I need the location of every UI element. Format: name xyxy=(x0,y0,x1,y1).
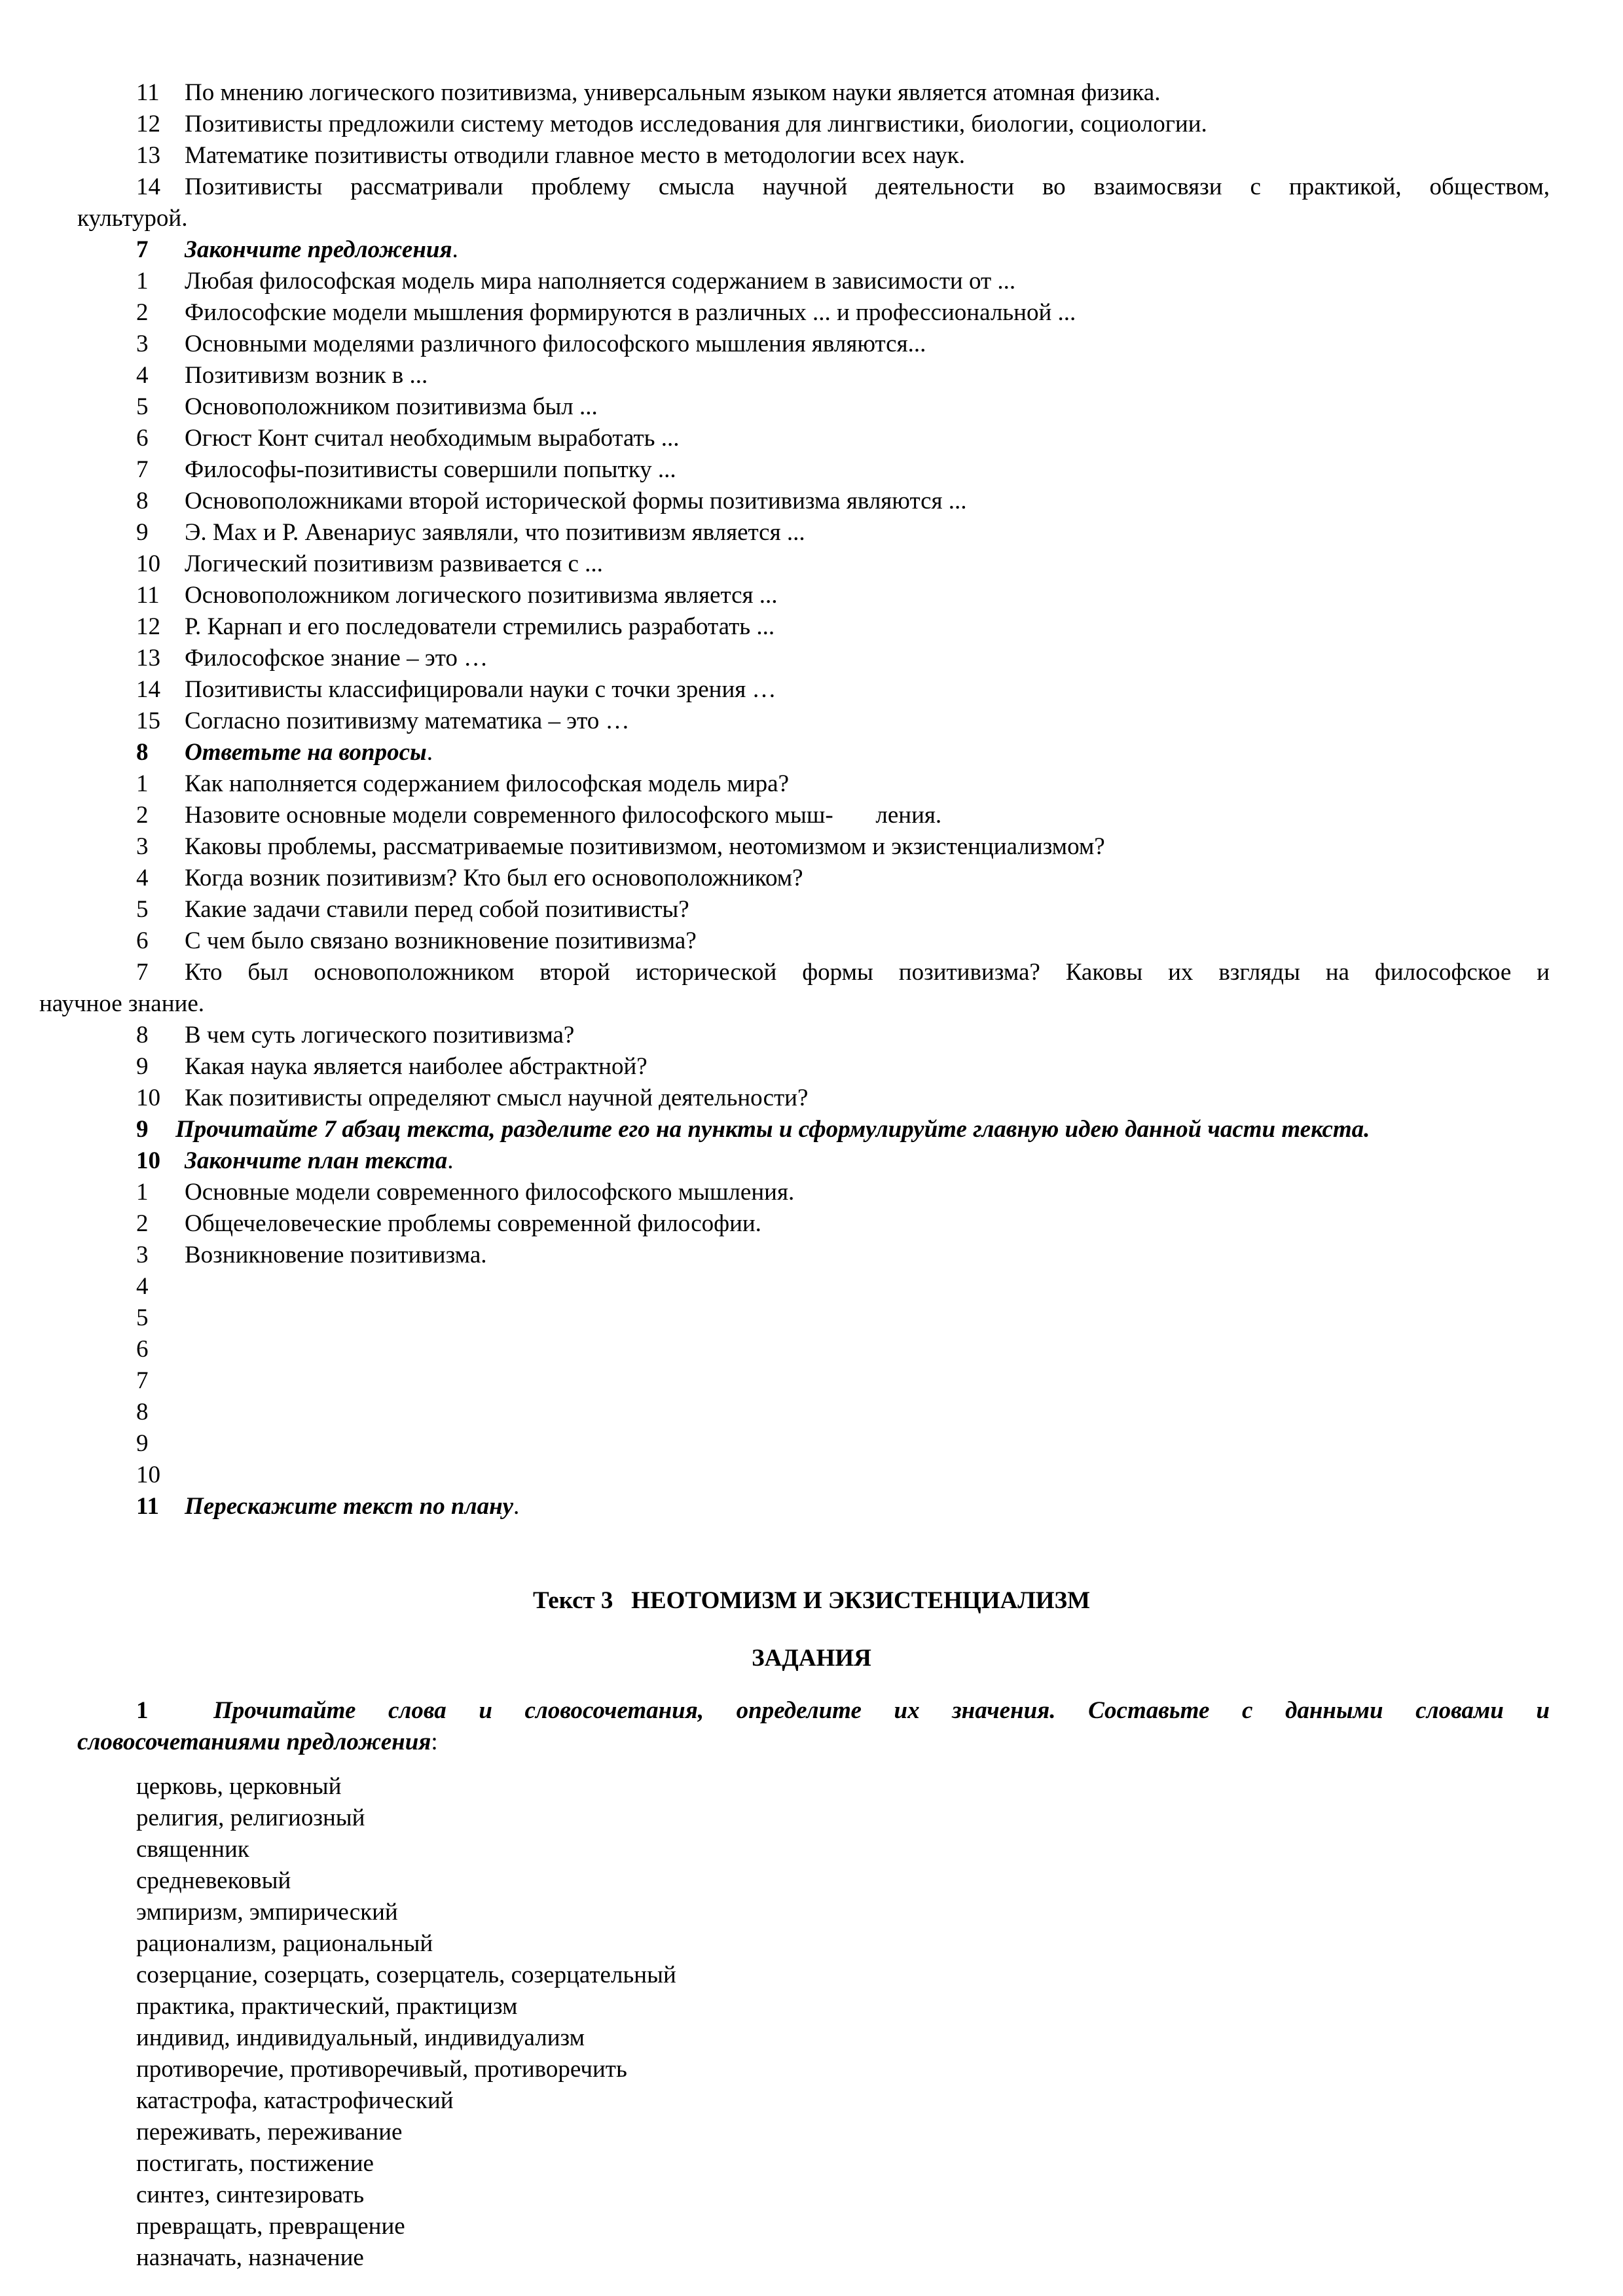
item-number: 12 xyxy=(136,613,160,640)
item-text: Назовите основные модели современного философского мыш- ления. xyxy=(185,802,942,829)
item-text: Философские модели мышления формируются в различных ... и профессиональной ... xyxy=(185,299,1076,326)
item-number: 15 xyxy=(136,708,160,734)
word-entry: рационализм, рациональный xyxy=(136,1930,433,1957)
word-entry: постигать, постижение xyxy=(136,2150,374,2177)
item-text: Возникновение позитивизма. xyxy=(185,1242,487,1268)
list-item xyxy=(0,706,1623,737)
section-subtitle-text: ЗАДАНИЯ xyxy=(752,1645,871,1672)
list-item xyxy=(0,2022,1623,2054)
item-text: Позитивисты предложили систему методов исследования для лингвистики, биологии, социологии. xyxy=(185,111,1207,137)
item-number: 5 xyxy=(136,1304,149,1331)
word-entry: катастрофа, катастрофический xyxy=(136,2087,454,2114)
section-subtitle xyxy=(0,1643,1623,1674)
word-entry: противоречие, противоречивый, противоречить xyxy=(136,2056,627,2083)
item-text: Р. Карнап и его последователи стремились разработать ... xyxy=(185,613,775,640)
task-number: 1 xyxy=(136,1697,149,1724)
word-entry: средневековый xyxy=(136,1867,291,1894)
document-content xyxy=(0,77,1623,2274)
list-item xyxy=(0,768,1623,800)
item-text: Основоположником логического позитивизма является ... xyxy=(185,582,778,609)
list-item xyxy=(0,517,1623,548)
item-text: Каковы проблемы, рассматриваемые позитивизмом, неотомизмом и экзистенциализмом? xyxy=(185,833,1105,860)
item-number: 9 xyxy=(136,1053,149,1080)
list-item xyxy=(0,171,1623,203)
section-title xyxy=(0,1585,1623,1617)
list-item xyxy=(0,454,1623,486)
item-number: 11 xyxy=(136,582,160,609)
word-entry: превращать, превращение xyxy=(136,2213,405,2240)
item-text: Как позитивисты определяют смысл научной деятельности? xyxy=(185,1085,809,1111)
list-item xyxy=(0,1460,1623,1491)
task-heading xyxy=(0,1145,1623,1177)
word-entry: практика, практический, практицизм xyxy=(136,1993,518,2020)
item-text: Какие задачи ставили перед собой позитивисты? xyxy=(185,896,689,923)
item-number: 6 xyxy=(136,927,149,954)
task-heading xyxy=(0,1491,1623,1522)
item-text-continuation: научное знание. xyxy=(39,990,204,1017)
item-text: С чем было связано возникновение позитивизма? xyxy=(185,927,697,954)
list-item xyxy=(0,611,1623,643)
word-entry: созерцание, созерцать, созерцатель, созерцательный xyxy=(136,1962,676,1988)
list-item xyxy=(0,1928,1623,1960)
task-number: 11 xyxy=(136,1493,159,1520)
task-label: Прочитайте 7 абзац текста, разделите его на пункты и сформулируйте главную идею данной части текста. xyxy=(175,1116,1370,1143)
item-number: 5 xyxy=(136,896,149,923)
list-item xyxy=(0,1865,1623,1897)
item-number: 6 xyxy=(136,1336,149,1363)
list-item-continuation xyxy=(0,203,1623,234)
list-item xyxy=(0,957,1623,988)
list-item xyxy=(0,391,1623,423)
item-text: Общечеловеческие проблемы современной философии. xyxy=(185,1210,761,1237)
item-number: 1 xyxy=(136,770,149,797)
list-item xyxy=(0,1051,1623,1083)
item-text: Э. Мах и Р. Авенариус заявляли, что позитивизм является ... xyxy=(185,519,805,546)
list-item xyxy=(0,486,1623,517)
word-entry: эмпиризм, эмпирический xyxy=(136,1899,398,1926)
item-number: 4 xyxy=(136,1273,149,1300)
task-heading xyxy=(0,234,1623,266)
list-item xyxy=(0,1302,1623,1334)
item-number: 7 xyxy=(136,959,149,986)
item-number: 8 xyxy=(136,1399,149,1426)
item-number: 13 xyxy=(136,142,160,169)
list-item xyxy=(0,674,1623,706)
item-text: Философское знание – это … xyxy=(185,645,488,672)
item-number: 12 xyxy=(136,111,160,137)
task-heading xyxy=(0,1114,1623,1145)
list-item xyxy=(0,2242,1623,2274)
list-item xyxy=(0,800,1623,831)
item-text: По мнению логического позитивизма, универсальным языком науки является атомная физика. xyxy=(185,79,1161,106)
list-item xyxy=(0,1271,1623,1302)
item-number: 10 xyxy=(136,1085,160,1111)
item-text-continuation: культурой. xyxy=(77,205,188,232)
list-item xyxy=(0,1397,1623,1428)
item-number: 1 xyxy=(136,268,149,295)
task-heading xyxy=(0,1695,1623,1727)
item-text: Основные модели современного философского мышления. xyxy=(185,1179,795,1206)
list-item xyxy=(0,2179,1623,2211)
list-item xyxy=(0,1834,1623,1865)
list-item xyxy=(0,1960,1623,1991)
task-number: 8 xyxy=(136,739,149,766)
item-text: Позитивисты рассматривали проблему смысла научной деятельности во взаимосвязи с практикой, обществом, xyxy=(185,173,1550,200)
list-item xyxy=(0,360,1623,391)
task-label: Ответьте на вопросы xyxy=(185,739,427,766)
word-entry: синтез, синтезировать xyxy=(136,2181,365,2208)
item-text: Позитивисты классифицировали науки с точки зрения … xyxy=(185,676,776,703)
list-item xyxy=(0,2117,1623,2148)
item-text: Философы-позитивисты совершили попытку ... xyxy=(185,456,676,483)
list-item xyxy=(0,266,1623,297)
list-item xyxy=(0,140,1623,171)
item-number: 2 xyxy=(136,802,149,829)
list-item xyxy=(0,831,1623,863)
task-heading-continuation xyxy=(0,1727,1623,1758)
list-item xyxy=(0,1334,1623,1365)
item-text: Основоположниками второй исторической формы позитивизма являются ... xyxy=(185,488,967,514)
item-text: Любая философская модель мира наполняется содержанием в зависимости от ... xyxy=(185,268,1016,295)
task-label-dot: . xyxy=(452,236,458,263)
item-text: В чем суть логического позитивизма? xyxy=(185,1022,575,1049)
word-entry: священник xyxy=(136,1836,249,1863)
list-item xyxy=(0,1020,1623,1051)
task-number: 7 xyxy=(136,236,149,263)
list-item xyxy=(0,643,1623,674)
item-number: 6 xyxy=(136,425,149,452)
list-item xyxy=(0,1240,1623,1271)
item-text: Основными моделями различного философского мышления являются... xyxy=(185,331,926,357)
item-text: Когда возник позитивизм? Кто был его основоположником? xyxy=(185,865,803,891)
list-item xyxy=(0,109,1623,140)
item-number: 14 xyxy=(136,173,160,200)
list-item xyxy=(0,2148,1623,2179)
list-item xyxy=(0,1365,1623,1397)
task-label-dot: . xyxy=(447,1147,454,1174)
list-item-continuation xyxy=(0,988,1623,1020)
item-number: 8 xyxy=(136,488,149,514)
word-entry: переживать, переживание xyxy=(136,2119,403,2145)
item-text: Как наполняется содержанием философская модель мира? xyxy=(185,770,790,797)
list-item xyxy=(0,2085,1623,2117)
item-number: 3 xyxy=(136,833,149,860)
task-label-dot: . xyxy=(426,739,433,766)
list-item xyxy=(0,1897,1623,1928)
list-item xyxy=(0,580,1623,611)
list-item xyxy=(0,548,1623,580)
list-item xyxy=(0,1177,1623,1208)
list-item xyxy=(0,2054,1623,2085)
item-number: 10 xyxy=(136,1462,160,1488)
list-item xyxy=(0,1991,1623,2022)
task-heading xyxy=(0,737,1623,768)
task-number: 10 xyxy=(136,1147,160,1174)
item-number: 4 xyxy=(136,865,149,891)
item-text: Основоположником позитивизма был ... xyxy=(185,393,598,420)
item-number: 4 xyxy=(136,362,149,389)
item-number: 11 xyxy=(136,79,160,106)
task-label: Закончите план текста xyxy=(185,1147,448,1174)
task-label-continuation: словосочетаниями предложения xyxy=(77,1729,431,1755)
item-number: 1 xyxy=(136,1179,149,1206)
item-number: 3 xyxy=(136,1242,149,1268)
item-number: 9 xyxy=(136,1430,149,1457)
task-label: Перескажите текст по плану xyxy=(185,1493,514,1520)
item-number: 13 xyxy=(136,645,160,672)
task-label: Закончите предложения xyxy=(185,236,452,263)
task-number: 9 xyxy=(136,1116,149,1143)
item-number: 10 xyxy=(136,550,160,577)
word-entry: церковь, церковный xyxy=(136,1773,342,1800)
list-item xyxy=(0,329,1623,360)
item-number: 2 xyxy=(136,299,149,326)
item-number: 8 xyxy=(136,1022,149,1049)
list-item xyxy=(0,1803,1623,1834)
item-text: Огюст Конт считал необходимым выработать ... xyxy=(185,425,680,452)
item-text: Позитивизм возник в ... xyxy=(185,362,428,389)
item-text: Логический позитивизм развивается с ... xyxy=(185,550,603,577)
task-label-colon: : xyxy=(431,1729,438,1755)
word-entry: индивид, индивидуальный, индивидуализм xyxy=(136,2024,585,2051)
list-item xyxy=(0,1428,1623,1460)
item-text: Какая наука является наиболее абстрактной? xyxy=(185,1053,647,1080)
list-item xyxy=(0,1083,1623,1114)
task-label-dot: . xyxy=(513,1493,520,1520)
section-title-text: Текст 3 НЕОТОМИЗМ И ЭКЗИСТЕНЦИАЛИЗМ xyxy=(533,1587,1090,1614)
item-number: 5 xyxy=(136,393,149,420)
list-item xyxy=(0,423,1623,454)
list-item xyxy=(0,77,1623,109)
list-item xyxy=(0,925,1623,957)
item-number: 14 xyxy=(136,676,160,703)
item-number: 3 xyxy=(136,331,149,357)
item-number: 2 xyxy=(136,1210,149,1237)
item-number: 9 xyxy=(136,519,149,546)
item-number: 7 xyxy=(136,1367,149,1394)
item-text: Кто был основоположником второй исторической формы позитивизма? Каковы их взгляды на философское и xyxy=(185,959,1550,986)
list-item xyxy=(0,1208,1623,1240)
item-text: Математике позитивисты отводили главное место в методологии всех наук. xyxy=(185,142,965,169)
item-number: 7 xyxy=(136,456,149,483)
word-entry: назначать, назначение xyxy=(136,2244,364,2271)
list-item xyxy=(0,2211,1623,2242)
word-entry: религия, религиозный xyxy=(136,1804,365,1831)
item-text: Согласно позитивизму математика – это … xyxy=(185,708,630,734)
list-item xyxy=(0,1771,1623,1803)
list-item xyxy=(0,894,1623,925)
list-item xyxy=(0,297,1623,329)
list-item xyxy=(0,863,1623,894)
task-label: Прочитайте слова и словосочетания, определите их значения. Составьте с данными словами и xyxy=(213,1697,1550,1724)
